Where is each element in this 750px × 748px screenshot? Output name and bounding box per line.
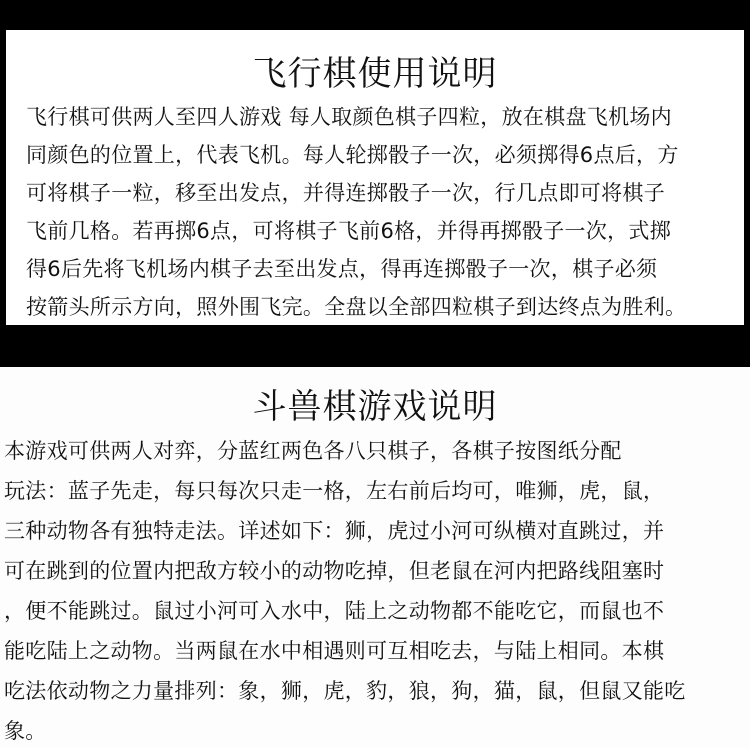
animal-chess-body	[4, 431, 750, 748]
flight-chess-line: 可将棋子一粒，移至出发点，并得连掷骰子一次，行几点即可将棋子	[26, 181, 665, 205]
animal-chess-instructions	[0, 367, 750, 748]
animal-chess-line: 象。	[4, 719, 47, 743]
animal-chess-line: 本游戏可供两人对弈，分蓝红两色各八只棋子，各棋子按图纸分配	[4, 439, 622, 463]
animal-chess-line: ，便不能跳过。鼠过小河可入水中，陆上之动物都不能吃它，而鼠也不	[4, 599, 665, 623]
flight-chess-line: 飞前几格。若再掷6点，可将棋子飞前6格，并得再掷骰子一次，式掷	[26, 219, 672, 243]
animal-chess-line: 能吃陆上之动物。当两鼠在水中相遇则可互相吃去，与陆上相同。本棋	[4, 639, 665, 663]
animal-chess-title: 斗兽棋游戏说明	[252, 387, 498, 427]
animal-chess-line: 吃法依动物之力量排列：象，狮，虎，豹，狼，狗，猫，鼠，但鼠又能吃	[4, 679, 686, 703]
flight-chess-title: 飞行棋使用说明	[252, 54, 498, 94]
flight-chess-line: 得6后先将飞机场内棋子去至出发点，得再连掷骰子一次，棋子必须	[26, 257, 658, 281]
animal-chess-line: 玩法：蓝子先走，每只每次只走一格，左右前后均可，唯狮，虎，鼠，	[4, 479, 665, 503]
flight-chess-line: 按箭头所示方向，照外围飞完。全盘以全部四粒棋子到达终点为胜利。	[26, 295, 687, 319]
flight-chess-line: 同颜色的位置上，代表飞机。每人轮掷骰子一次，必须掷得6点后，方	[26, 143, 679, 167]
flight-chess-body	[26, 98, 744, 325]
flight-chess-instructions	[6, 30, 744, 325]
flight-chess-line: 飞行棋可供两人至四人游戏 每人取颜色棋子四粒，放在棋盘飞机场内	[26, 105, 672, 129]
animal-chess-line: 三种动物各有独特走法。详述如下：狮，虎过小河可纵横对直跳过，并	[4, 519, 665, 543]
animal-chess-line: 可在跳到的位置内把敌方较小的动物吃掉，但老鼠在河内把路线阻塞时	[4, 559, 665, 583]
